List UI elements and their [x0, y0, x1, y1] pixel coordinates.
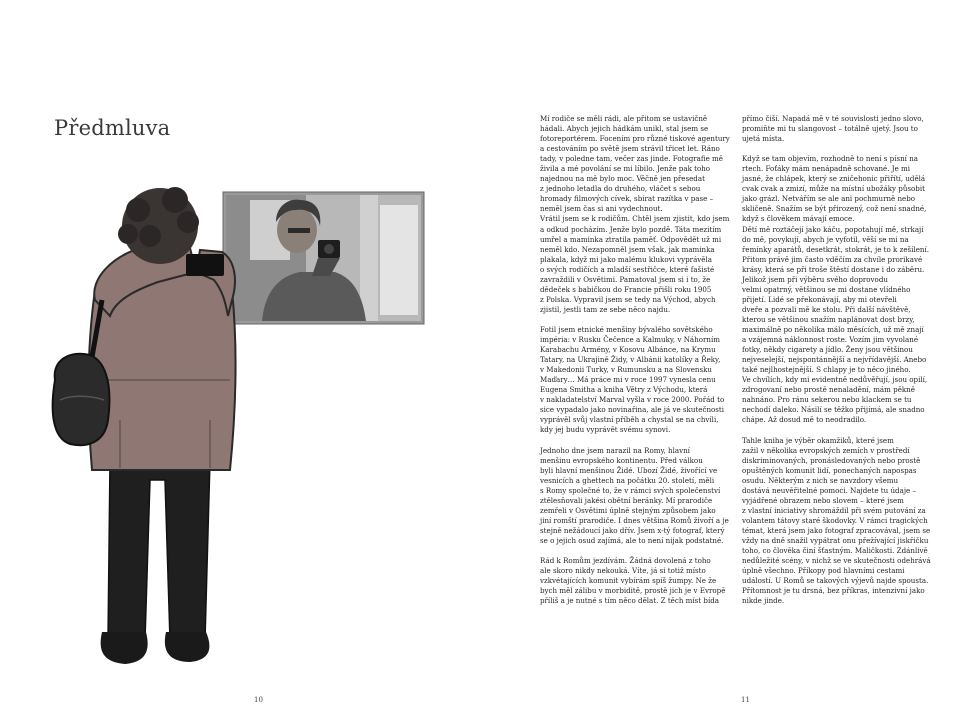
text-line: toho, co člověka činí šťastným. Maličkosti. Zdánlivě: [742, 546, 928, 556]
text-line: Vrátil jsem se k rodičům. Chtěl jsem zjistit, kdo jsem: [540, 214, 730, 224]
text-line: impéria: v Rusku Čečence a Kalmuky, v Náhorním: [540, 335, 720, 345]
text-line: zažil v několika evropských zemích v prostředí: [742, 445, 910, 455]
photographer-figure: [53, 187, 236, 664]
text-line: maximálně po několika málo měsících, už mě znají: [742, 324, 924, 334]
text-line: Jelikož jsem při výběru svého doprovodu: [742, 274, 888, 284]
text-line: nejveselejší, nejspontánnější a nejvřídavější. Anebo: [742, 355, 927, 365]
text-line: vždy na dně snažil vypátrat onu přežívající jiskřičku: [742, 535, 929, 545]
text-line: a vzájemná náklonnost roste. Vozím jim vyvolané: [742, 335, 919, 345]
text-line: zjistil, jestli tam ze sebe něco najdu.: [540, 304, 671, 314]
text-line: nahnáno. Pro ránu sekerou nebo klackem se tu: [742, 395, 912, 405]
text-line: přijetí. Lidé se překonávají, aby mi otevřeli: [742, 294, 897, 304]
text-line: také nejlhostejnější. S chlapy je to něco jiného.: [742, 365, 911, 375]
text-line: cvak cvak a zmizí, může na místní ubožáky působit: [742, 184, 925, 194]
text-line: fotky, někdy cigarety a jídlo. Ženy jsou většinou: [742, 345, 913, 355]
text-line: Když se tam objevím, rozhodně to není s písní na: [742, 154, 918, 164]
text-line: zdrogovaní nebo prostě nenaladění, mám pěkně: [742, 385, 915, 395]
text-line: o svých rodičích a mladší sestřičce, které fašisté: [540, 264, 715, 274]
text-line: jako grázl. Netvářím se ale ani pochmurně nebo: [742, 194, 916, 204]
text-line: a cestováním po světě jsem strávil třicet let. Ráno: [540, 144, 720, 154]
text-line: jiní romští prarodiče. I dnes většina Romů živoří a je: [540, 515, 729, 525]
text-line: se o jejich osud zajímá, ale to není nijak podstatné.: [540, 535, 724, 545]
text-line: Eugena Smitha a kniha Větry z Východu, která: [540, 385, 708, 395]
text-line: neměl kdo. Nezapomněl jsem však, jak maminka: [540, 244, 715, 254]
text-line: neměl jsem čas si ani vydechnout.: [540, 204, 663, 214]
text-line: nechodí daleko. Násilí se těžko přijímá, ale snadno: [742, 405, 925, 415]
text-line: Dětí mě roztáčejí jako káču, popotahují mě, strkají: [742, 224, 924, 234]
text-line: dědeček s babičkou do Francie přišli roku 1905: [540, 284, 712, 294]
text-column-2: [742, 114, 936, 616]
text-line: z vlastní iniciativy shromáždil při svém putování za: [742, 505, 926, 515]
text-line: Karabachu Armény, v Kosovu Albánce, na Krymu: [540, 345, 716, 355]
text-line: tady, v poledne tam, večer zas jinde. Fotografie mě: [540, 154, 723, 164]
text-line: z Polska. Vypravil jsem se tedy na Východ, abych: [540, 294, 716, 304]
text-line: Tahle kniha je výběr okamžiků, které jsem: [742, 435, 894, 445]
paragraph: [540, 325, 734, 436]
text-line: a odkud pocházím. Jenže bylo pozdě. Táta mezitím: [540, 224, 722, 234]
text-line: Tatary, na Ukrajině Židy, v Albánii katolíky a Řeky,: [540, 355, 721, 365]
text-line: vyprávěl svůj vlastní příběh a chystal se na chvíli,: [540, 415, 719, 425]
text-line: Přitom právě jim často vděčím za chvíle prorikavé: [742, 254, 923, 264]
text-line: úplně všechno. Příkopy pod hlavními cestami: [742, 566, 905, 576]
text-line: příliš a je nutné s tím něco dělat. Z těch míst bída: [540, 596, 719, 606]
text-column-1: [540, 114, 734, 616]
text-line: živila a mé povolání se mi líbilo. Jenže pak toho: [540, 164, 711, 174]
text-line: Rád k Romům jezdívám. Žádná dovolená z toho: [540, 556, 711, 566]
text-line: sice vypadalo jako novinařina, ale já ve skutečnosti: [540, 405, 725, 415]
text-line: dveře a pozvali mě ke stolu. Při další návštěvě,: [742, 304, 911, 314]
page-number-right: 11: [741, 696, 750, 704]
framed-photo: [223, 192, 424, 324]
text-line: byli hlavní menšinou Židé. Ubozí Židé, živořící ve: [540, 465, 718, 475]
text-line: událostí. U Romů se takových výjevů najde spousta.: [742, 576, 929, 586]
text-line: Ve chvílích, kdy mi evidentně nedůvěřují, jsou opilí,: [742, 375, 928, 385]
text-line: když s člověkem mávají emoce.: [742, 214, 855, 224]
text-line: dostává neuvěřitelné pomoci. Najdete tu údaje –: [742, 485, 917, 495]
text-line: hádali. Abych jejich hádkám unikl, stal jsem se: [540, 124, 709, 134]
text-line: Přítomnost je tu drsná, bez příkras, intenzivní jako: [742, 586, 925, 596]
text-line: rtech. Foťáky mám nenápadně schované. Je mi: [742, 164, 911, 174]
text-line: vyjádřené obrazem nebo slovem – které jsem: [742, 495, 904, 505]
text-line: s Romy společné to, že v rámci svých společenství: [540, 485, 721, 495]
text-line: vesnicích a ghettech na počátku 20. století, měli: [540, 475, 715, 485]
text-line: umřel a maminka ztratila paměť. Odpovědět už mi: [540, 234, 722, 244]
text-line: chápe. Až dosud mě to neodradilo.: [742, 415, 867, 425]
text-line: kdy jej budu vyprávět svému synovi.: [540, 425, 671, 435]
text-line: do mě, povykují, abych je vyfotil, věší se mi na: [742, 234, 909, 244]
text-line: z jednoho letadla do druhého, vláčet s sebou: [540, 184, 701, 194]
text-line: stejně nežádoucí jako dřív. Jsem x-tý fotograf, který: [540, 525, 725, 535]
text-line: najednou na mě bylo moc. Věčně jen přesedat: [540, 174, 705, 184]
text-line: velmi opatrný, většinou se mi dostane vlídného: [742, 284, 911, 294]
paragraph: [540, 556, 734, 606]
text-line: fotoreportérem. Focením pro různé tiskové agentury: [540, 134, 730, 144]
text-line: Jednoho dne jsem narazil na Romy, hlavní: [540, 445, 690, 455]
text-line: jasné, že chlápek, který se zničehonic přiřítí, udělá: [742, 174, 926, 184]
text-line: Mí rodiče se měli rádi, ale přitom se ustavičně: [540, 114, 708, 123]
text-line: promiňte mi tu slangovost – totálně ujetý. Jsou to: [742, 124, 918, 134]
text-line: přímo čiší. Napadá mě v té souvislosti jedno slovo,: [742, 114, 924, 123]
right-page: [489, 0, 978, 716]
paragraph: [742, 436, 936, 607]
text-line: kterou se většinou snažím naplánovat dost brzy,: [742, 314, 915, 324]
text-line: menšinu evropského kontinentu. Před válkou: [540, 455, 703, 465]
text-line: diskriminovaných, pronásledovaných nebo prostě: [742, 455, 921, 465]
text-line: v Makedonii Turky, v Rumunsku a na Slovensku: [540, 365, 713, 375]
text-line: opuštěných komunit lidí, ponechaných napospas: [742, 465, 917, 475]
text-line: témat, která jsem jako fotograf zpracovával, jsem se: [742, 525, 931, 535]
text-line: Maďary… Má práce mi v roce 1997 vynesla cenu: [540, 375, 716, 385]
text-line: ujetá místa.: [742, 134, 785, 144]
text-line: skličeně. Snažím se být přirozený, což není snadné,: [742, 204, 927, 214]
chapter-title: Předmluva: [54, 116, 171, 140]
page-number-left: 10: [254, 696, 263, 704]
text-line: osudu. Některým z nich se navzdory všemu: [742, 475, 899, 485]
paragraph: [742, 154, 936, 425]
text-line: řemínky aparátů, desetkrát, stokrát, je to k zešílení.: [742, 244, 929, 254]
text-line: ztělesňovali jakési obětní beránky. Mí prarodiče: [540, 495, 713, 505]
text-line: zemřeli v Osvětimi úplně stejným způsobem jako: [540, 505, 716, 515]
paragraph: [742, 114, 936, 144]
text-line: hromady filmových cívek, sbírat razítka v pase –: [540, 194, 714, 204]
text-line: vzkvétajících komunit vybírám spíš žumpy. Ne že: [540, 576, 717, 586]
text-line: Fotil jsem etnické menšiny bývalého sovětského: [540, 324, 713, 334]
text-line: krásy, která se při troše štěstí dostane i do záběru.: [742, 264, 925, 274]
paragraph: [540, 446, 734, 546]
text-line: volantem tátovy staré škodovky. V rámci tragických: [742, 515, 928, 525]
text-line: zavraždili v Osvětimi. Pamatoval jsem si i to, že: [540, 274, 711, 284]
paragraph: [540, 114, 734, 315]
text-line: v nakladatelství Marval vyšla v roce 2000. Pořád to: [540, 395, 725, 405]
text-line: ale skoro nikdy nekouká. Víte, já si totiž místo: [540, 566, 706, 576]
text-line: nikde jinde.: [742, 596, 785, 606]
text-line: plakala, když mi jako malému klukovi vyprávěla: [540, 254, 713, 264]
text-line: nedůležité scény, v nichž se ve skutečnosti odehrává: [742, 556, 931, 566]
text-line: bych měl zálibu v morbiditě, prostě jich je v Evropě: [540, 586, 726, 596]
